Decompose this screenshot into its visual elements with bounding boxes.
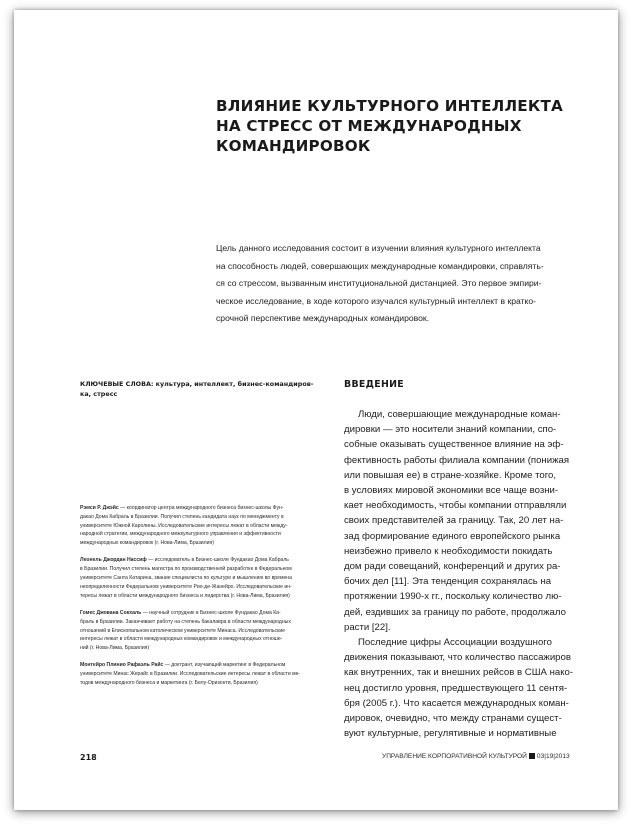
author-bio (80, 556, 330, 600)
author-bio (80, 504, 330, 548)
author-bio-line: университете Санта Катарина, звание специалиста по культуре и мышлению во времена (80, 575, 292, 582)
abstract-line: ческое исследование, в ходе которого изучался культурный интеллект в кратко- (216, 295, 537, 306)
keywords-line: ка, стресс (80, 390, 118, 398)
author-bio-line: отношений в Епископальном католическом университете Минаса. Исследовательские (80, 627, 286, 634)
author-bio-line (80, 504, 330, 513)
abstract-line: на способность людей, совершающих международные командировки, справлять- (216, 260, 544, 271)
author-name: Гомес Джована Сокхаль (80, 609, 142, 616)
section-heading: ВВЕДЕНИЕ (344, 379, 404, 390)
author-bio-text: — доктрант, изучающий маркетинг в Федеральном (164, 662, 286, 669)
abstract-line: ся со стрессом, вызванным институциональной дистанцией. Это первое эмпири- (216, 278, 542, 288)
author-bio-line: интересы лежат в области международных командировок и международных отноше- (80, 636, 283, 643)
body-line: дировок, очевидно, что между странами сущест- (344, 713, 562, 725)
body-line: Последние цифры Ассоциации воздушного (358, 637, 552, 649)
body-line: зад формирование единого европейского рынка (344, 530, 561, 542)
abstract-line: срочной перспективе международных командировок. (216, 313, 430, 323)
body-line: кает необходимость, чтобы компании отправляли (344, 500, 567, 512)
author-bio-line: университете Южной Каролины. Исследовательские интересы лежат в области между- (80, 522, 288, 529)
title-line: НА СТРЕСС ОТ МЕЖДУНАРОДНЫХ (216, 117, 522, 135)
author-bio-line: университете Минас Жерайс в Бразилии. Исследовательские интересы лежат в области ме- (80, 671, 301, 678)
author-bio-line (80, 661, 330, 670)
author-name: Леонель Джордан Нассиф (80, 557, 147, 564)
body-line: протяжении 1990-х гг., поскольку количество лю- (344, 591, 562, 603)
body-line: Люди, совершающие международные коман- (358, 409, 561, 420)
body-line: неизбежно привело к необходимости покидать (344, 545, 553, 557)
body-line: нец достигло уровня, предшествующего 11 сентя- (344, 682, 568, 694)
title-line: ВЛИЯНИЕ КУЛЬТУРНОГО ИНТЕЛЛЕКТА (216, 97, 563, 115)
author-bios (80, 504, 330, 696)
author-bio-line: тересы лежат в области международного бизнеса и лидерства (г. Нова-Лима, Бразилия) (80, 592, 290, 599)
body-line: бря (2005 г.). Что касается международных коман- (344, 697, 569, 709)
author-bio-line: народной стратегии, международного межкультурного управления и эффективности (80, 531, 281, 538)
author-bio-line: браль в Бразилии. Заканчивает работу на степень бакалавра в области международных (80, 618, 291, 625)
author-bio (80, 661, 330, 687)
paragraph (344, 635, 594, 741)
body-line: как внутренних, так и внешних рейсов в США нако- (344, 667, 574, 679)
author-bio-line: дакао Дома Кабраль в Бразилии. Получил степень кандидата наук по менеджменту в (80, 513, 284, 520)
body-line: дом ради совещаний, конференций и других ра- (344, 561, 561, 573)
body-line: бочих дел [11]. Эта тенденция сохранялась на (344, 576, 552, 588)
author-bio-text: — исследователь в Бизнес-школе Фундакао Дома Кабраль (148, 557, 289, 564)
body-line: в условиях мировой экономики все чаще возни- (344, 485, 559, 497)
author-bio-line: в Бразилии. Получил степень магистра по производственной разработке в Федеральном (80, 566, 292, 573)
article-title (216, 96, 576, 156)
abstract (216, 240, 594, 328)
body-line: движения показывают, что количество пассажиров (344, 652, 571, 664)
body-line: собные оказывать существенное влияние на эф- (344, 439, 564, 451)
body-line: расти [22]. (344, 621, 391, 633)
journal-issue: 03|19|2013 (536, 753, 570, 760)
author-bio-text: — координатор центра международного бизнеса бизнес-школы Фун- (120, 505, 284, 511)
keywords (80, 379, 330, 399)
square-bullet-icon (529, 753, 535, 759)
author-bio-line: тодов международного бизнеса и маркетинга (г. Белу-Оризонти, Бразилия) (80, 680, 258, 687)
paragraph (344, 407, 594, 635)
title-line: КОМАНДИРОВОК (216, 137, 371, 155)
body-line: своих представителей за границу. Так, 20 лет на- (344, 515, 564, 527)
abstract-line: Цель данного исследования состоит в изучении влияния культурного интеллекта (216, 243, 541, 253)
author-bio-line (80, 556, 330, 565)
page-number: 218 (80, 753, 97, 762)
author-name: Рэмси Р. Джэйс (80, 505, 119, 511)
body-line: вуют культурные, регулятивные и нормативные (344, 728, 557, 740)
body-text (344, 407, 594, 741)
author-bio-line (80, 609, 330, 618)
body-line: дей, ездивших за границу по работе, продолжало (344, 606, 566, 618)
author-bio-text: — научный сотрудник в Бизнес-школе Фундакао Дома Ка- (142, 609, 281, 616)
author-bio-line: международных командировок (г. Нова-Лима, Бразилия) (80, 540, 214, 547)
keywords-line: КЛЮЧЕВЫЕ СЛОВА: культура, интеллект, бизнес-командиров- (80, 380, 314, 388)
author-bio (80, 609, 330, 653)
body-line: фективность работы филиала компании (понижая (344, 454, 570, 466)
journal-name: УПРАВЛЕНИЕ КОРПОРАТИВНОЙ КУЛЬТУРОЙ (382, 753, 527, 760)
author-bio-line: ний (г. Нова-Лима, Бразилия) (80, 645, 150, 652)
author-name: Монтейро Плинио Рафаэль Райс (80, 662, 164, 669)
body-line: или повышая ее) в стране-хозяйке. Кроме того, (344, 469, 556, 481)
journal-footer (382, 753, 570, 760)
author-bio-line: неопределенности Федеральном университете Рио-де-Жанейро. Исследовательские ин- (80, 583, 292, 590)
body-line: дировки — это носители знаний компании, спо- (344, 424, 557, 436)
